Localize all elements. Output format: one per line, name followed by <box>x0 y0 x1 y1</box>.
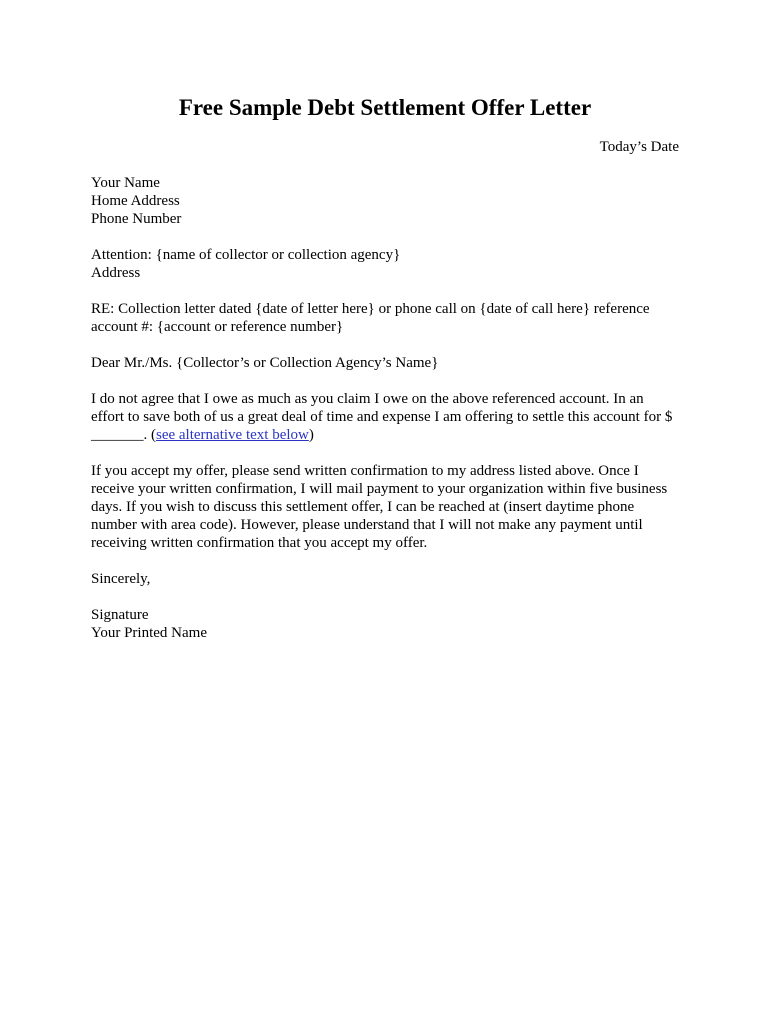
alternative-text-link[interactable]: see alternative text below <box>156 427 309 443</box>
closing: Sincerely, <box>91 571 151 587</box>
confirmation-line-4: number with area code). However, please understand that I will not make any payment until <box>91 517 643 533</box>
signature-block <box>91 606 691 642</box>
recipient-block <box>91 246 691 282</box>
confirmation-line-5: receiving written confirmation that you accept my offer. <box>91 535 428 551</box>
confirmation-line-1: If you accept my offer, please send written confirmation to my address listed above. Once I <box>91 463 639 479</box>
printed-name: Your Printed Name <box>91 625 207 641</box>
letter-title: Free Sample Debt Settlement Offer Letter <box>178 95 592 120</box>
paragraph-confirmation <box>91 462 691 552</box>
offer-line-2: effort to save both of us a great deal of time and expense I am offering to settle this account for $ <box>91 409 673 425</box>
offer-line-3-prefix: _______. ( <box>91 427 156 443</box>
sender-phone: Phone Number <box>91 211 182 227</box>
re-block <box>91 300 691 336</box>
sender-address: Home Address <box>91 193 180 209</box>
offer-line-3 <box>91 426 691 444</box>
offer-line-3-suffix: ) <box>308 427 314 443</box>
re-line-2: account #: {account or reference number} <box>91 319 344 335</box>
sender-block <box>91 174 691 228</box>
closing-block <box>91 570 691 588</box>
sender-name: Your Name <box>91 175 160 191</box>
confirmation-line-3: days. If you wish to discuss this settlement offer, I can be reached at (insert daytime phone <box>91 499 635 515</box>
salutation-block <box>91 354 691 372</box>
offer-line-1: I do not agree that I owe as much as you claim I owe on the above referenced account. In an <box>91 391 644 407</box>
re-line-1: RE: Collection letter dated {date of letter here} or phone call on {date of call here} reference <box>91 301 650 317</box>
signature-label: Signature <box>91 607 149 623</box>
salutation: Dear Mr./Ms. {Collector’s or Collection Agency’s Name} <box>91 355 439 371</box>
recipient-attention: Attention: {name of collector or collection agency} <box>91 247 401 263</box>
paragraph-offer <box>91 390 691 444</box>
letter-date: Today’s Date <box>599 139 679 155</box>
recipient-address: Address <box>91 265 141 281</box>
confirmation-line-2: receive your written confirmation, I will mail payment to your organization within five business <box>91 481 668 497</box>
